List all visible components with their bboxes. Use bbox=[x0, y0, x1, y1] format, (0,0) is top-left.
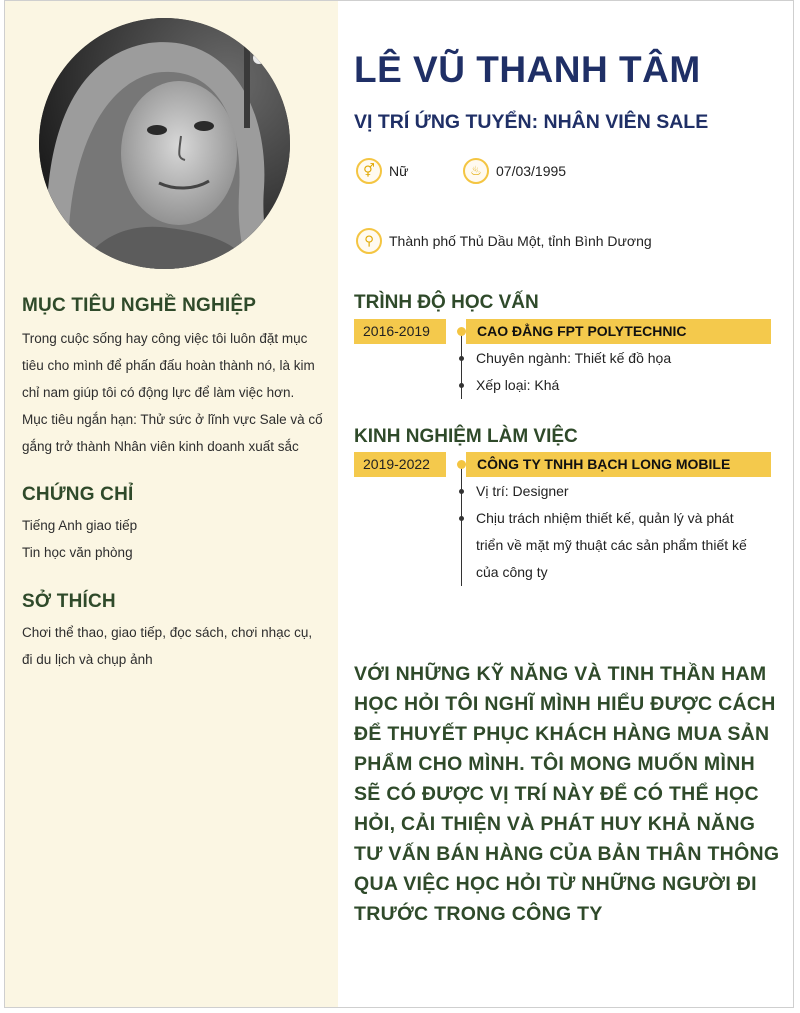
objective-line: Mục tiêu ngắn hạn: Thử sức ở lĩnh vực Sale và cố bbox=[22, 412, 323, 427]
gender-value: Nữ bbox=[389, 163, 409, 179]
objective-line: tiêu cho mình để phấn đấu hoàn thành nó, là kim bbox=[22, 358, 315, 373]
gender-row bbox=[356, 158, 408, 184]
portrait-photo bbox=[39, 18, 290, 269]
experience-desc-line: triển về mặt mỹ thuật các sản phẩm thiết kế bbox=[476, 537, 747, 553]
hobbies-title: SỞ THÍCH bbox=[22, 591, 116, 612]
applied-position: VỊ TRÍ ỨNG TUYỂN: NHÂN VIÊN SALE bbox=[354, 111, 709, 133]
objective-text bbox=[22, 325, 334, 460]
bullet-dot bbox=[459, 356, 464, 361]
certificate-item: Tiếng Anh giao tiếp bbox=[22, 518, 138, 533]
certificate-item: Tin học văn phòng bbox=[22, 545, 133, 560]
timeline-line bbox=[461, 331, 462, 399]
location-icon: ⚲ bbox=[356, 228, 382, 254]
candidate-name: LÊ VŨ THANH TÂM bbox=[354, 49, 701, 90]
objective-line: chỉ nam giúp tôi có động lực để làm việc hơn. bbox=[22, 385, 295, 400]
education-years: 2016-2019 bbox=[354, 319, 446, 344]
education-title: TRÌNH ĐỘ HỌC VẤN bbox=[354, 292, 539, 313]
experience-description bbox=[476, 505, 747, 586]
certificates-title: CHỨNG CHỈ bbox=[22, 484, 134, 505]
experience-desc-line: của công ty bbox=[476, 564, 548, 580]
education-school: CAO ĐẲNG FPT POLYTECHNIC bbox=[466, 319, 771, 344]
education-grade: Xếp loại: Khá bbox=[476, 377, 560, 393]
timeline-dot bbox=[457, 460, 466, 469]
birthday-row bbox=[463, 158, 566, 184]
experience-title: KINH NGHIỆM LÀM VIỆC bbox=[354, 426, 578, 447]
bullet-dot bbox=[459, 383, 464, 388]
birthday-value: 07/03/1995 bbox=[496, 163, 567, 179]
experience-role: Vị trí: Designer bbox=[476, 483, 569, 499]
timeline-dot bbox=[457, 327, 466, 336]
closing-statement: VỚI NHỮNG KỸ NĂNG VÀ TINH THẦN HAM HỌC HỎI TÔI NGHĨ MÌNH HIỂU ĐƯỢC CÁCH ĐỂ THUYẾT PHỤC KHÁCH HÀNG MUA SẢN PHẨM CHO MÌNH. TÔI MONG MUỐN MÌNH SẼ CÓ ĐƯỢC VỊ TRÍ NÀY ĐỂ CÓ THỂ HỌC HỎI, CẢI THIỆN VÀ PHÁT HUY KHẢ NĂNG TƯ VẤN BÁN HÀNG CỦA BẢN THÂN THÔNG QUA VIỆC HỌC HỎI TỪ NHỮNG NGƯỜI ĐI TRƯỚC TRONG CÔNG TY bbox=[354, 663, 780, 925]
resume-page bbox=[4, 0, 794, 1008]
bullet-dot bbox=[459, 489, 464, 494]
avatar bbox=[39, 18, 290, 269]
hobbies-line: đi du lịch và chụp ảnh bbox=[22, 652, 153, 667]
hobbies-line: Chơi thể thao, giao tiếp, đọc sách, chơi nhạc cụ, bbox=[22, 625, 313, 640]
experience-company: CÔNG TY TNHH BẠCH LONG MOBILE bbox=[466, 452, 771, 477]
address-row bbox=[356, 228, 652, 254]
experience-desc-line: Chịu trách nhiệm thiết kế, quản lý và phát bbox=[476, 510, 734, 526]
experience-years: 2019-2022 bbox=[354, 452, 446, 477]
objective-line: gắng trở thành Nhân viên kinh doanh xuất sắc bbox=[22, 439, 299, 454]
education-major: Chuyên ngành: Thiết kế đồ họa bbox=[476, 350, 672, 366]
gender-icon: ⚥ bbox=[356, 158, 382, 184]
hobbies-text bbox=[22, 619, 334, 673]
timeline-line bbox=[461, 464, 462, 586]
bullet-dot bbox=[459, 516, 464, 521]
objective-title: MỤC TIÊU NGHỀ NGHIỆP bbox=[22, 295, 257, 316]
cake-icon: ♨ bbox=[463, 158, 489, 184]
address-value: Thành phố Thủ Dầu Một, tỉnh Bình Dương bbox=[389, 233, 652, 249]
certificates-list bbox=[22, 512, 334, 566]
objective-line: Trong cuộc sống hay công việc tôi luôn đặt mục bbox=[22, 331, 308, 346]
